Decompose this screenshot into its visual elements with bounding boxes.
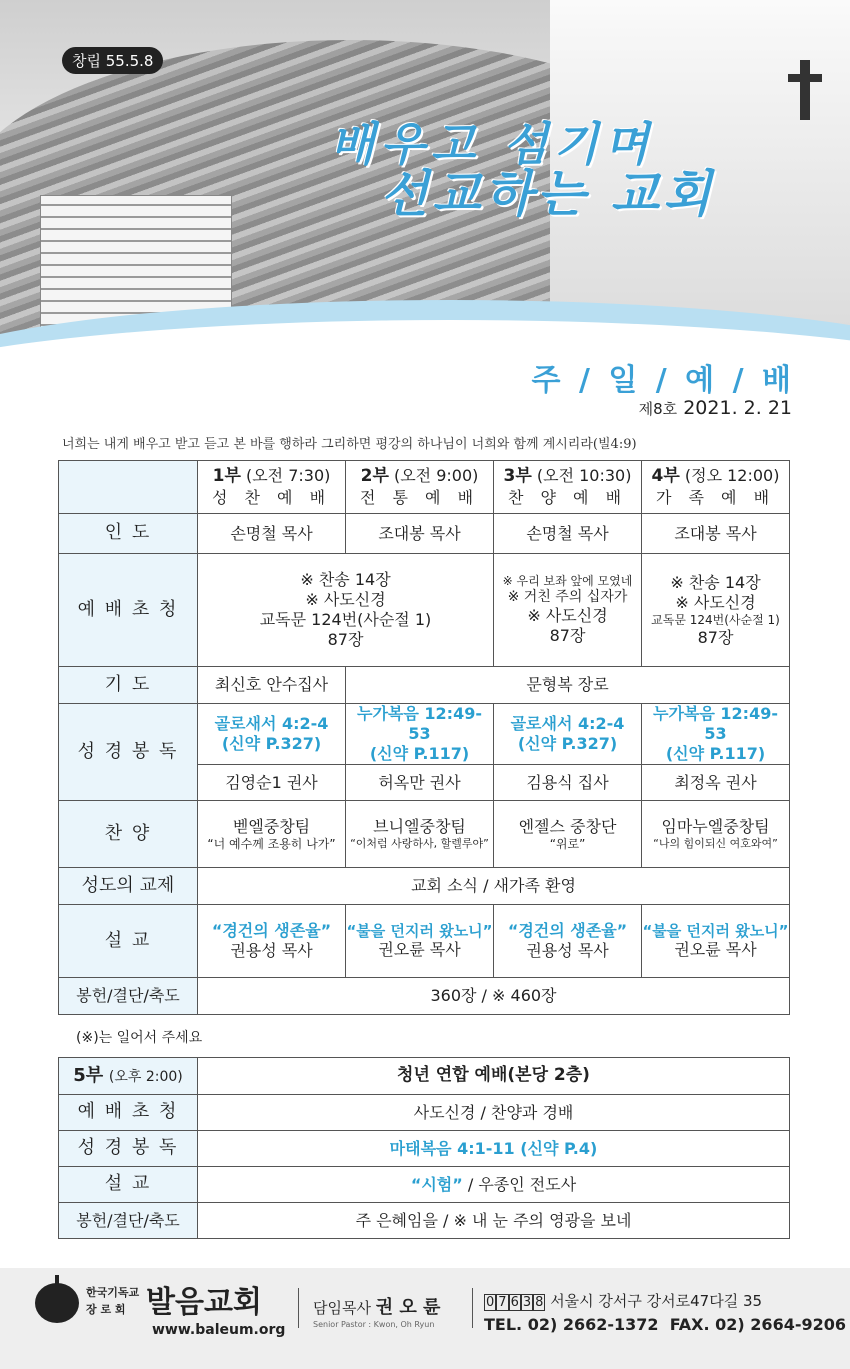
invocation-3: ※ 우리 보좌 앞에 모였네 ※ 거친 주의 십자가 ※ 사도신경 87장 [494, 554, 642, 667]
youth-offering: 주 은혜임을 / ※ 내 눈 주의 영광을 보네 [198, 1203, 790, 1239]
praise-1: 벧엘중창팀 “너 예수께 조용히 나가” [198, 801, 346, 868]
youth-header-row [59, 1058, 790, 1095]
service-2-header: 2부 (오전 9:00) 전 통 예 배 [346, 461, 494, 514]
leader-3: 손명철 목사 [494, 514, 642, 554]
senior-pastor-en: Senior Pastor : Kwon, Oh Ryun [313, 1320, 435, 1329]
divider [472, 1288, 473, 1328]
praise-3: 엔젤스 중창단 “위로” [494, 801, 642, 868]
prayer-label: 기 도 [59, 667, 198, 704]
service-title: 주 / 일 / 예 / 배 [531, 363, 795, 398]
standing-note: (※)는 일어서 주세요 [76, 1030, 203, 1046]
divider [298, 1288, 299, 1328]
service-1-header: 1부 (오전 7:30) 성 찬 예 배 [198, 461, 346, 514]
praise-4: 임마누엘중창팀 “나의 힘이되신 여호와여” [642, 801, 790, 868]
youth-sermon-label: 설 교 [59, 1167, 198, 1203]
offering-label: 봉헌/결단/축도 [59, 978, 198, 1015]
sermon-4: “불을 던지러 왔노니” 권오륜 목사 [642, 905, 790, 978]
service-4-header: 4부 (정오 12:00) 가 족 예 배 [642, 461, 790, 514]
slogan [330, 117, 790, 224]
sermon-row [59, 905, 790, 978]
youth-title: 청년 연합 예배(본당 2층) [198, 1058, 790, 1095]
praise-label: 찬 양 [59, 801, 198, 868]
issue-number: 제8호 [638, 400, 678, 418]
bible-verse: 너희는 내게 배우고 받고 듣고 본 바를 행하라 그리하면 평강의 하나님이 너희와 함께 계시리라(빌4:9) [62, 437, 637, 452]
youth-reading-row [59, 1131, 790, 1167]
youth-invocation: 사도신경 / 찬양과 경배 [198, 1095, 790, 1131]
reader-1: 김영순1 권사 [198, 765, 346, 801]
youth-offering-label: 봉헌/결단/축도 [59, 1203, 198, 1239]
prayer-1: 최신호 안수집사 [198, 667, 346, 704]
offering-row [59, 978, 790, 1015]
church-name: 발음교회 [146, 1285, 262, 1320]
reader-2: 허옥만 권사 [346, 765, 494, 801]
reading-label: 성 경 봉 독 [59, 704, 198, 801]
invocation-label: 예 배 초 청 [59, 554, 198, 667]
reading-1-ref: 골로새서 4:2-4 (신약 P.327) [198, 704, 346, 765]
fellowship-label: 성도의 교제 [59, 868, 198, 905]
youth-invocation-label: 예 배 초 청 [59, 1095, 198, 1131]
issue-info [639, 397, 792, 419]
prayer-2-4: 문형복 장로 [346, 667, 790, 704]
sermon-label: 설 교 [59, 905, 198, 978]
reading-3-ref: 골로새서 4:2-4 (신약 P.327) [494, 704, 642, 765]
prayer-row [59, 667, 790, 704]
fax: FAX. 02) 2664-9206 [669, 1315, 846, 1334]
praise-2: 브니엘중창팀 “이처럼 사랑하사, 할렐루야” [346, 801, 494, 868]
leader-row [59, 514, 790, 554]
address: 0 7 6 3 8 서울시 강서구 강서로47다길 35 [486, 1292, 763, 1310]
sermon-1: “경건의 생존율” 권용성 목사 [198, 905, 346, 978]
senior-pastor: 담임목사 권 오 륜 [313, 1297, 441, 1318]
leader-label: 인 도 [59, 514, 198, 554]
founded-badge: 창립 55.5.8 [62, 47, 163, 74]
zip-code: 0 7 6 3 8 [486, 1295, 544, 1310]
sermon-3: “경건의 생존율” 권용성 목사 [494, 905, 642, 978]
cross-icon [800, 60, 810, 120]
reader-4: 최정옥 권사 [642, 765, 790, 801]
tel: TEL. 02) 2662-1372 [484, 1315, 659, 1334]
church-url[interactable]: www.baleum.org [152, 1322, 286, 1338]
denomination: 한국기독교 장 로 회 [86, 1286, 140, 1316]
youth-invocation-row [59, 1095, 790, 1131]
praise-row [59, 801, 790, 868]
invocation-1-2: ※ 찬송 14장 ※ 사도신경 교독문 124번(사순절 1) 87장 [198, 554, 494, 667]
corner-cell [59, 461, 198, 514]
issue-date: 2021. 2. 21 [683, 397, 792, 419]
invocation-4: ※ 찬송 14장 ※ 사도신경 교독문 124번(사순절 1) 87장 [642, 554, 790, 667]
youth-sermon: “시험” / 우종인 전도사 [198, 1167, 790, 1203]
service-3-header: 3부 (오전 10:30) 찬 양 예 배 [494, 461, 642, 514]
church-logo-icon [35, 1283, 79, 1323]
leader-2: 조대봉 목사 [346, 514, 494, 554]
reading-ref-row [59, 704, 790, 765]
youth-offering-row [59, 1203, 790, 1239]
fellowship-value: 교회 소식 / 새가족 환영 [198, 868, 790, 905]
youth-part: 5부 (오후 2:00) [59, 1058, 198, 1095]
reader-3: 김용식 집사 [494, 765, 642, 801]
reading-4-ref: 누가복음 12:49-53 (신약 P.117) [642, 704, 790, 765]
youth-reading: 마태복음 4:1-11 (신약 P.4) [198, 1131, 790, 1167]
youth-sermon-row [59, 1167, 790, 1203]
sermon-2: “불을 던지러 왔노니” 권오륜 목사 [346, 905, 494, 978]
youth-reading-label: 성 경 봉 독 [59, 1131, 198, 1167]
invocation-row [59, 554, 790, 667]
slogan-line2: 선교하는 교회 [380, 164, 716, 224]
offering-value: 360장 / ※ 460장 [198, 978, 790, 1015]
reading-2-ref: 누가복음 12:49-53 (신약 P.117) [346, 704, 494, 765]
youth-service-table [58, 1057, 790, 1239]
leader-4: 조대봉 목사 [642, 514, 790, 554]
slogan-line1: 배우고 섬기며 [330, 117, 655, 171]
service-header-row [59, 461, 790, 514]
contact [484, 1315, 846, 1334]
leader-1: 손명철 목사 [198, 514, 346, 554]
worship-order-table [58, 460, 790, 1015]
fellowship-row [59, 868, 790, 905]
